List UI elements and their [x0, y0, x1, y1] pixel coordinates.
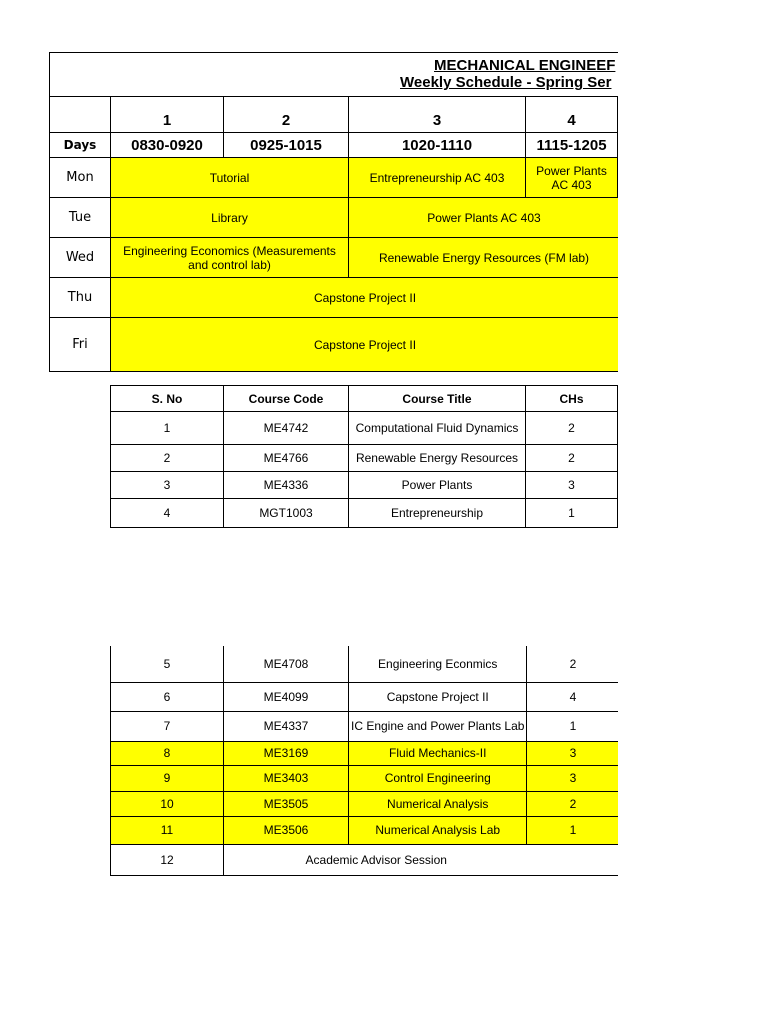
- day-label: Fri: [50, 318, 111, 372]
- day-label: Tue: [50, 198, 111, 238]
- table-row: [111, 472, 618, 499]
- course-title: Control Engineering: [349, 765, 527, 791]
- serial-number: 12: [111, 844, 224, 875]
- course-title: Renewable Energy Resources: [349, 445, 526, 472]
- time-slot: 1020-1110: [349, 133, 526, 158]
- course-code: ME4337: [224, 711, 349, 741]
- days-label: Days: [50, 133, 111, 158]
- table-row: [111, 682, 619, 711]
- table-row: [111, 412, 618, 445]
- table-row: [111, 844, 619, 875]
- credit-hours: 3: [526, 472, 618, 499]
- serial-number: 11: [111, 816, 224, 844]
- table-row: [111, 445, 618, 472]
- column-header: Course Code: [224, 386, 349, 412]
- day-label: Wed: [50, 238, 111, 278]
- course-title: Entrepreneurship: [349, 499, 526, 528]
- column-header: S. No: [111, 386, 224, 412]
- schedule-cell: Engineering Economics (Measurements and control lab): [111, 238, 349, 278]
- page-subtitle: Weekly Schedule - Spring Ser: [400, 74, 612, 91]
- course-code: ME3505: [224, 791, 349, 816]
- serial-number: 10: [111, 791, 224, 816]
- credit-hours: 3: [527, 741, 619, 765]
- schedule-cell: Renewable Energy Resources (FM lab): [349, 238, 718, 278]
- serial-number: 2: [111, 445, 224, 472]
- credit-hours: 1: [527, 816, 619, 844]
- schedule-cell: Library: [111, 198, 349, 238]
- table-row: [111, 646, 619, 682]
- credit-hours: 3: [527, 765, 619, 791]
- credit-hours: 2: [526, 412, 618, 445]
- time-slot: 0830-0920: [111, 133, 224, 158]
- serial-number: 7: [111, 711, 224, 741]
- course-code: ME4099: [224, 682, 349, 711]
- course-code: ME4742: [224, 412, 349, 445]
- course-code: ME3403: [224, 765, 349, 791]
- schedule-cell: Entrepreneurship AC 403: [349, 158, 526, 198]
- course-title: Engineering Econmics: [349, 646, 527, 682]
- day-label: Thu: [50, 278, 111, 318]
- table-row: [111, 741, 619, 765]
- serial-number: 1: [111, 412, 224, 445]
- course-code: ME3506: [224, 816, 349, 844]
- course-title: Power Plants: [349, 472, 526, 499]
- course-code: ME3169: [224, 741, 349, 765]
- schedule-cell: Power Plants AC 403: [526, 158, 618, 198]
- serial-number: 8: [111, 741, 224, 765]
- slot-number: 3: [349, 97, 526, 133]
- course-title: Computational Fluid Dynamics: [349, 412, 526, 445]
- serial-number: 5: [111, 646, 224, 682]
- column-header: Course Title: [349, 386, 526, 412]
- credit-hours: 4: [527, 682, 619, 711]
- table-row: [111, 791, 619, 816]
- slot-number: 4: [526, 97, 618, 133]
- table-row: [111, 816, 619, 844]
- courses-table-continued: [110, 646, 619, 876]
- schedule-cell: Capstone Project II: [111, 278, 718, 318]
- table-row: [111, 499, 618, 528]
- slot-number: 1: [111, 97, 224, 133]
- page-edge-mask: [618, 0, 768, 1024]
- time-slot: 1115-1205: [526, 133, 618, 158]
- credit-hours: 2: [527, 791, 619, 816]
- course-title: Numerical Analysis: [349, 791, 527, 816]
- credit-hours: 1: [527, 711, 619, 741]
- serial-number: 9: [111, 765, 224, 791]
- course-title: IC Engine and Power Plants Lab: [349, 711, 527, 741]
- course-code: MGT1003: [224, 499, 349, 528]
- course-title: Capstone Project II: [349, 682, 527, 711]
- serial-number: 4: [111, 499, 224, 528]
- serial-number: 6: [111, 682, 224, 711]
- course-code: ME4708: [224, 646, 349, 682]
- credit-hours: 2: [527, 646, 619, 682]
- schedule-cell: Capstone Project II: [111, 318, 718, 372]
- column-header: CHs: [526, 386, 618, 412]
- time-slot: 0925-1015: [224, 133, 349, 158]
- courses-table: [110, 385, 618, 528]
- credit-hours: 1: [526, 499, 618, 528]
- schedule-cell: Power Plants AC 403: [349, 198, 718, 238]
- course-code: ME4336: [224, 472, 349, 499]
- credit-hours: 2: [526, 445, 618, 472]
- day-label: Mon: [50, 158, 111, 198]
- advisor-session: Academic Advisor Session: [224, 844, 619, 875]
- schedule-cell: Tutorial: [111, 158, 349, 198]
- course-title: Numerical Analysis Lab: [349, 816, 527, 844]
- slot-number: 2: [224, 97, 349, 133]
- table-row: [111, 765, 619, 791]
- table-row: [111, 711, 619, 741]
- course-code: ME4766: [224, 445, 349, 472]
- course-title: Fluid Mechanics-II: [349, 741, 527, 765]
- serial-number: 3: [111, 472, 224, 499]
- page-title: MECHANICAL ENGINEEF: [434, 57, 616, 74]
- empty-cell: [50, 97, 111, 133]
